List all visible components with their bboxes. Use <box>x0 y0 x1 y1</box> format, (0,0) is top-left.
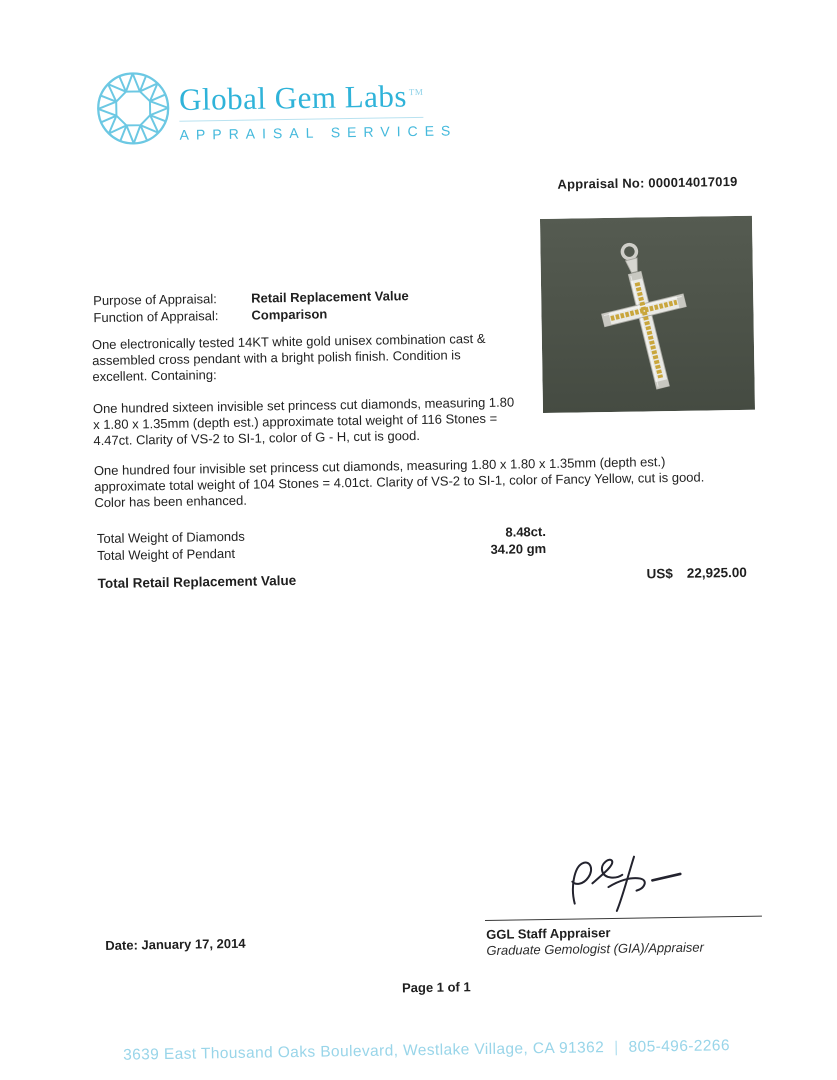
footer-phone: 805-496-2266 <box>628 1037 731 1056</box>
signature-block <box>484 851 761 958</box>
diamond-icon <box>95 70 172 147</box>
footer-address: 3639 East Thousand Oaks Boulevard, Westlake Village, CA 91362 <box>122 1039 605 1064</box>
appraisal-number: Appraisal No: 000014017019 <box>557 173 738 192</box>
currency-symbol: US$ <box>646 566 673 582</box>
diamond-weight-label: Total Weight of Diamonds <box>96 528 245 547</box>
purpose-label: Purpose of Appraisal: <box>93 291 217 309</box>
grand-total-value <box>646 565 747 582</box>
trademark-symbol: TM <box>408 86 424 98</box>
logo-tagline: APPRAISAL SERVICES <box>179 122 458 144</box>
pendant-weight-value: 34.20 gm <box>490 540 547 557</box>
description-paragraph-2: One hundred sixteen invisible set princess cut diamonds, measuring 1.80 x 1.80 x 1.35mm (depth est.) approximate total weight of 116 Stones = 4.47ct. Clarity of VS-2 to SI-1, color of G - H, cut is good. <box>92 394 515 448</box>
function-row <box>93 305 409 326</box>
amount: 22,925.00 <box>686 564 747 581</box>
function-label: Function of Appraisal: <box>93 307 219 325</box>
brand-name <box>179 75 457 116</box>
function-value: Comparison <box>251 305 328 323</box>
description-paragraph-1: One electronically tested 14KT white gold unisex combination cast & assembled cross pendant with a bright polish finish. Condition is excellent. Containing: <box>91 330 486 384</box>
appraisal-meta <box>93 288 409 326</box>
grand-total-label: Total Retail Replacement Value <box>97 572 297 592</box>
signature-line <box>485 916 762 921</box>
weight-totals <box>97 524 546 564</box>
appraiser-name: GGL Staff Appraiser <box>486 925 611 942</box>
appraiser-title: Graduate Gemologist (GIA)/Appraiser <box>486 939 705 958</box>
logo <box>95 65 458 147</box>
pendant-weight-label: Total Weight of Pendant <box>97 545 236 563</box>
date: Date: January 17, 2014 <box>105 935 246 953</box>
cross-pendant-image <box>540 216 755 413</box>
diamond-weight-value: 8.48ct. <box>505 523 546 540</box>
footer-contact <box>8 1035 837 1066</box>
purpose-value: Retail Replacement Value <box>251 288 409 306</box>
page-number: Page 1 of 1 <box>401 979 471 996</box>
footer-separator: | <box>614 1038 619 1056</box>
signature-scribble <box>556 852 691 916</box>
pendant-photo <box>540 216 755 413</box>
logo-divider <box>179 117 423 122</box>
logo-text <box>179 65 458 143</box>
brand-label: Global Gem Labs <box>178 78 408 118</box>
description-paragraph-3: One hundred four invisible set princess cut diamonds, measuring 1.80 x 1.80 x 1.35mm (depth est.) approximate total weight of 104 Stones = 4.01ct. Clarity of VS-2 to SI-1, color of Fancy Yellow, cut is good. Color has been enhanced. <box>93 454 705 510</box>
